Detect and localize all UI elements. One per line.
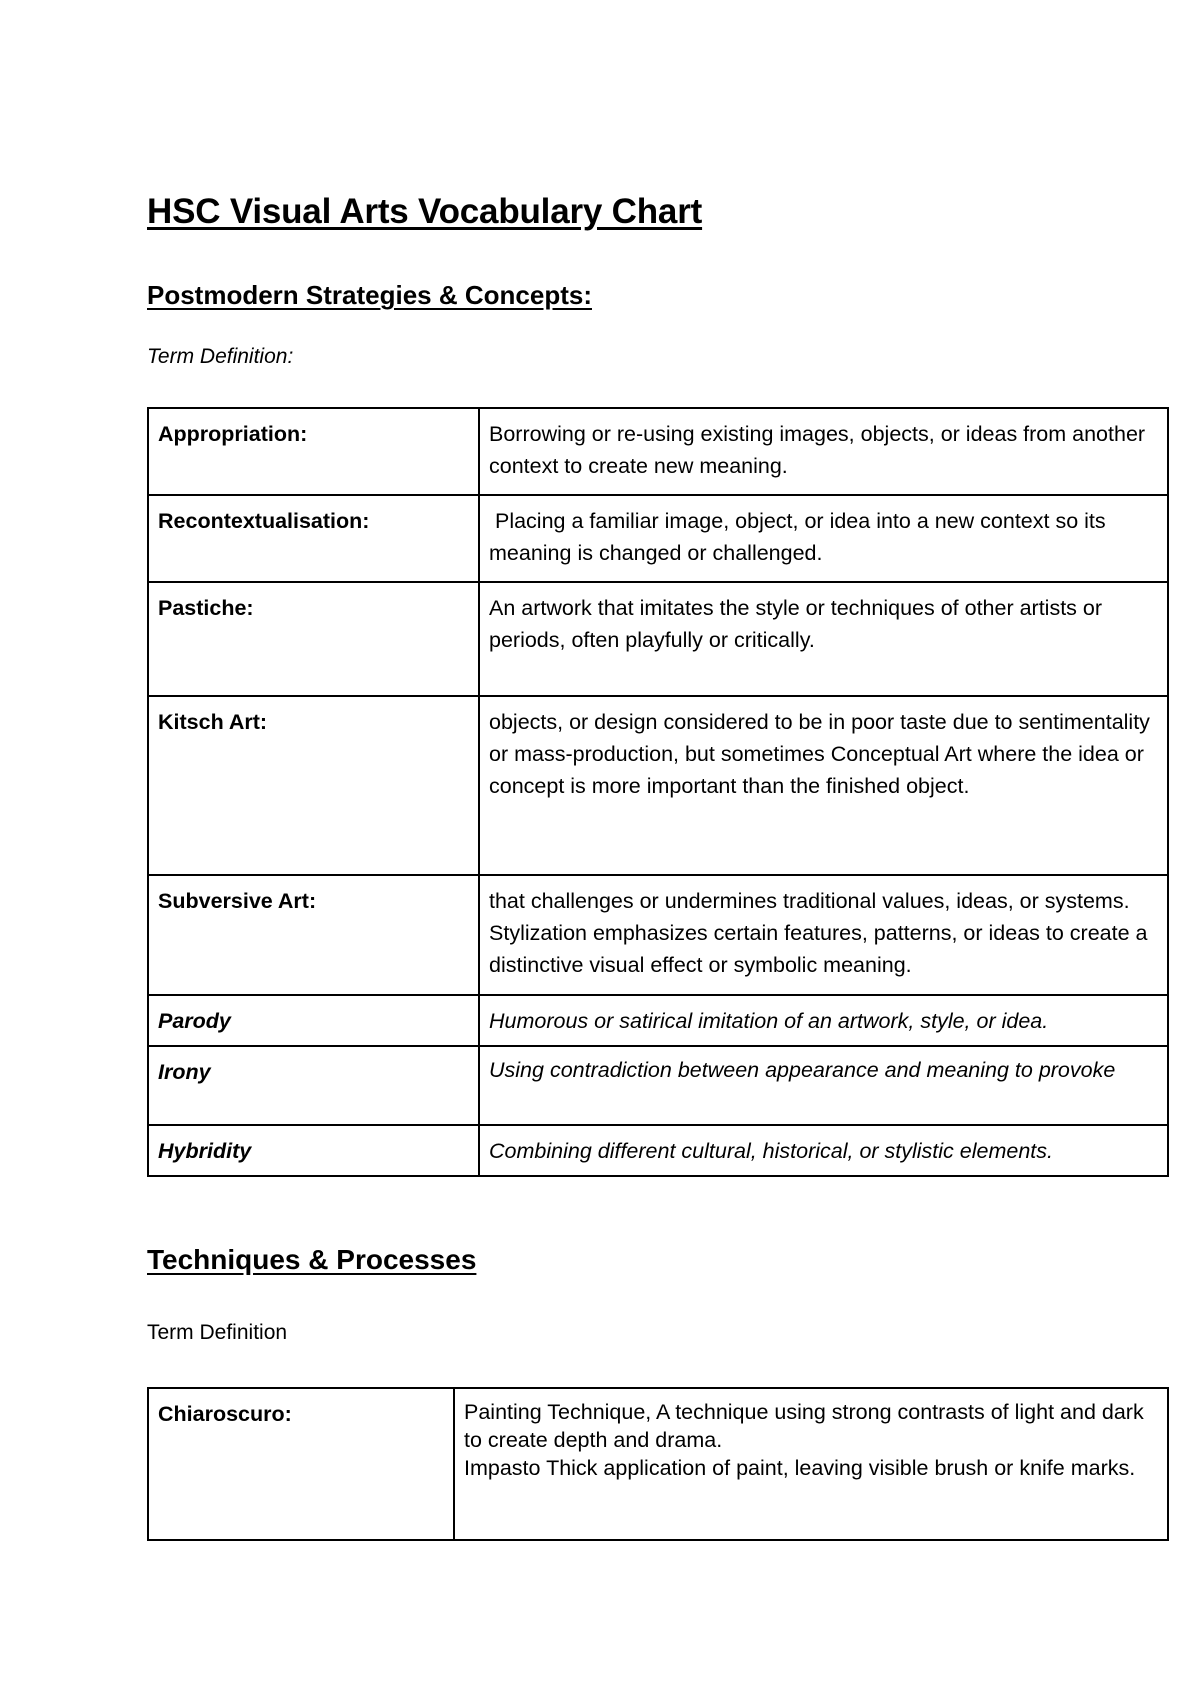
definition-cell: Humorous or satirical imitation of an artwork, style, or idea. bbox=[479, 995, 1168, 1046]
table-row bbox=[148, 582, 1168, 696]
definition-cell: that challenges or undermines traditional values, ideas, or systems. Stylization emphasizes certain features, patterns, or ideas to create a distinctive visual effect or symbolic meaning. bbox=[479, 875, 1168, 995]
term-cell bbox=[148, 875, 479, 995]
definition-line: Impasto Thick application of paint, leaving visible brush or knife marks. bbox=[464, 1456, 1136, 1480]
term-cell bbox=[148, 1388, 454, 1540]
term-label: Pastiche: bbox=[158, 596, 254, 620]
document-title: HSC Visual Arts Vocabulary Chart bbox=[147, 192, 703, 231]
term-label: Chiaroscuro: bbox=[158, 1402, 292, 1426]
table-row bbox=[148, 1046, 1168, 1125]
definition-cell: An artwork that imitates the style or techniques of other artists or periods, often playfully or critically. bbox=[479, 582, 1168, 696]
table-row bbox=[148, 1125, 1168, 1176]
definition-cell: Using contradiction between appearance and meaning to provoke bbox=[479, 1046, 1168, 1125]
term-label: Hybridity bbox=[158, 1139, 252, 1163]
term-cell bbox=[148, 995, 479, 1046]
term-cell bbox=[148, 408, 479, 495]
table-row bbox=[148, 495, 1168, 582]
techniques-vocabulary-table bbox=[147, 1387, 1169, 1541]
term-label: Recontextualisation: bbox=[158, 509, 370, 533]
definition-line: Painting Technique, A technique using strong contrasts of light and dark to create depth and drama. bbox=[464, 1400, 1144, 1452]
term-cell bbox=[148, 696, 479, 875]
section-title-techniques: Techniques & Processes bbox=[147, 1244, 477, 1275]
term-cell bbox=[148, 1125, 479, 1176]
term-label: Subversive Art: bbox=[158, 889, 317, 913]
term-cell bbox=[148, 1046, 479, 1125]
term-label: Irony bbox=[158, 1060, 211, 1084]
term-label: Appropriation: bbox=[158, 422, 308, 446]
term-label: Parody bbox=[158, 1009, 231, 1033]
table-row bbox=[148, 1388, 1168, 1540]
section-title-postmodern: Postmodern Strategies & Concepts: bbox=[147, 280, 592, 310]
definition-cell bbox=[454, 1388, 1168, 1540]
section-caption-techniques: Term Definition bbox=[147, 1321, 288, 1344]
term-cell bbox=[148, 582, 479, 696]
table-row bbox=[148, 408, 1168, 495]
table-row bbox=[148, 875, 1168, 995]
section-caption-postmodern: Term Definition: bbox=[147, 345, 294, 368]
table-row bbox=[148, 995, 1168, 1046]
definition-cell: Borrowing or re-using existing images, objects, or ideas from another context to create new meaning. bbox=[479, 408, 1168, 495]
definition-cell: Combining different cultural, historical, or stylistic elements. bbox=[479, 1125, 1168, 1176]
definition-cell: objects, or design considered to be in poor taste due to sentimentality or mass-production, but sometimes Conceptual Art where the idea or concept is more important than the finished object. bbox=[479, 696, 1168, 875]
definition-cell: Placing a familiar image, object, or idea into a new context so its meaning is changed or challenged. bbox=[479, 495, 1168, 582]
table-row bbox=[148, 696, 1168, 875]
term-label: Kitsch Art: bbox=[158, 710, 268, 734]
term-cell bbox=[148, 495, 479, 582]
postmodern-vocabulary-table bbox=[147, 407, 1169, 1177]
